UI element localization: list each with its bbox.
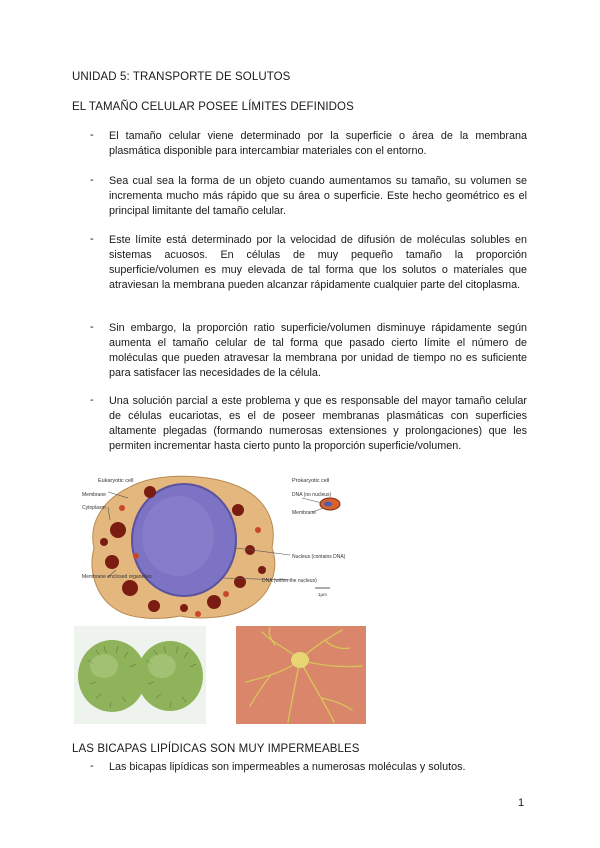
page-number: 1 xyxy=(518,797,525,809)
sem-cells-image xyxy=(74,626,206,724)
membrane-right-label: Membrane xyxy=(292,510,316,516)
bullet-dash: - xyxy=(90,321,94,333)
bullet-text: Este límite está determinado por la velocidad de difusión de moléculas solubles en sistemas acuosos. En células de muy pequeño tamaño la proporción superficie/volumen es muy elevada de tal forma que los solutos o materiales que atraviesan la membrana pueden alcanzar rápidamente cualquier parte del citoplasma. xyxy=(109,234,527,291)
sem-cell-right xyxy=(137,641,203,711)
nucleus-texture xyxy=(142,496,214,576)
dna-label: DNA (no nucleus) xyxy=(292,492,332,498)
scale-label: 1μm xyxy=(318,592,327,597)
neuron-background xyxy=(236,626,366,724)
nucleus-label: Nucleus (contains DNA) xyxy=(292,554,346,560)
bullet-dash: - xyxy=(90,394,94,406)
eukaryotic-label: Eukaryotic cell xyxy=(98,478,134,484)
bullet-text: Sea cual sea la forma de un objeto cuando aumentamos su tamaño, su volumen se incrementa mucho más rápido que su área o superficie. Este hecho geométrico es el principal limitante del tamaño celular. xyxy=(109,175,527,217)
bullet-text: Una solución parcial a este problema y que es responsable del mayor tamaño celular de células eucariotas, es el de poseer membranas plasmáticas con superficies altamente plegadas (formando numerosas extensiones y prolongaciones) que les permiten incrementar hasta cierto punto la proporción superficie/volumen. xyxy=(109,395,527,452)
bullet-text: El tamaño celular viene determinado por la superficie o área de la membrana plasmática disponible para intercambiar materiales con el entorno. xyxy=(109,130,527,157)
bullet-text: Sin embargo, la proporción ratio superficie/volumen disminuye rápidamente según aumenta el tamaño celular de tal forma que pasado cierto límite el número de moléculas que pueden atravesar la membrana por unidad de tiempo no es suficiente para satisfacer las necesidades de la célula. xyxy=(109,322,527,379)
cell-figures xyxy=(0,470,600,730)
cytoplasm-label: Cytoplasm xyxy=(82,505,106,511)
sem-cell-left xyxy=(78,640,146,712)
bullet-dash: - xyxy=(90,129,94,141)
bullet-dash: - xyxy=(90,760,94,772)
membrane-enclosed-label: Membrane enclosed organelles xyxy=(82,574,152,580)
dna-nucleus-label: DNA (within the nucleus) xyxy=(262,578,317,584)
section-title-cell-size: EL TAMAÑO CELULAR POSEE LÍMITES DEFINIDOS xyxy=(72,101,354,113)
neuron-image xyxy=(236,626,366,724)
membrane-label: Membrane xyxy=(82,492,106,498)
bullet-dash: - xyxy=(90,174,94,186)
unit-heading: UNIDAD 5: TRANSPORTE DE SOLUTOS xyxy=(72,71,291,83)
prokaryote-dna xyxy=(324,502,332,507)
bullet-text: Las bicapas lipídicas son impermeables a numerosas moléculas y solutos. xyxy=(109,761,466,773)
prokaryotic-cell-diagram xyxy=(292,478,340,516)
prokaryotic-label: Prokaryotic cell xyxy=(292,478,330,484)
neuron-soma xyxy=(291,652,309,668)
bullet-dash: - xyxy=(90,233,94,245)
section-title-lipid-bilayers: LAS BICAPAS LIPÍDICAS SON MUY IMPERMEABLES xyxy=(72,743,360,755)
